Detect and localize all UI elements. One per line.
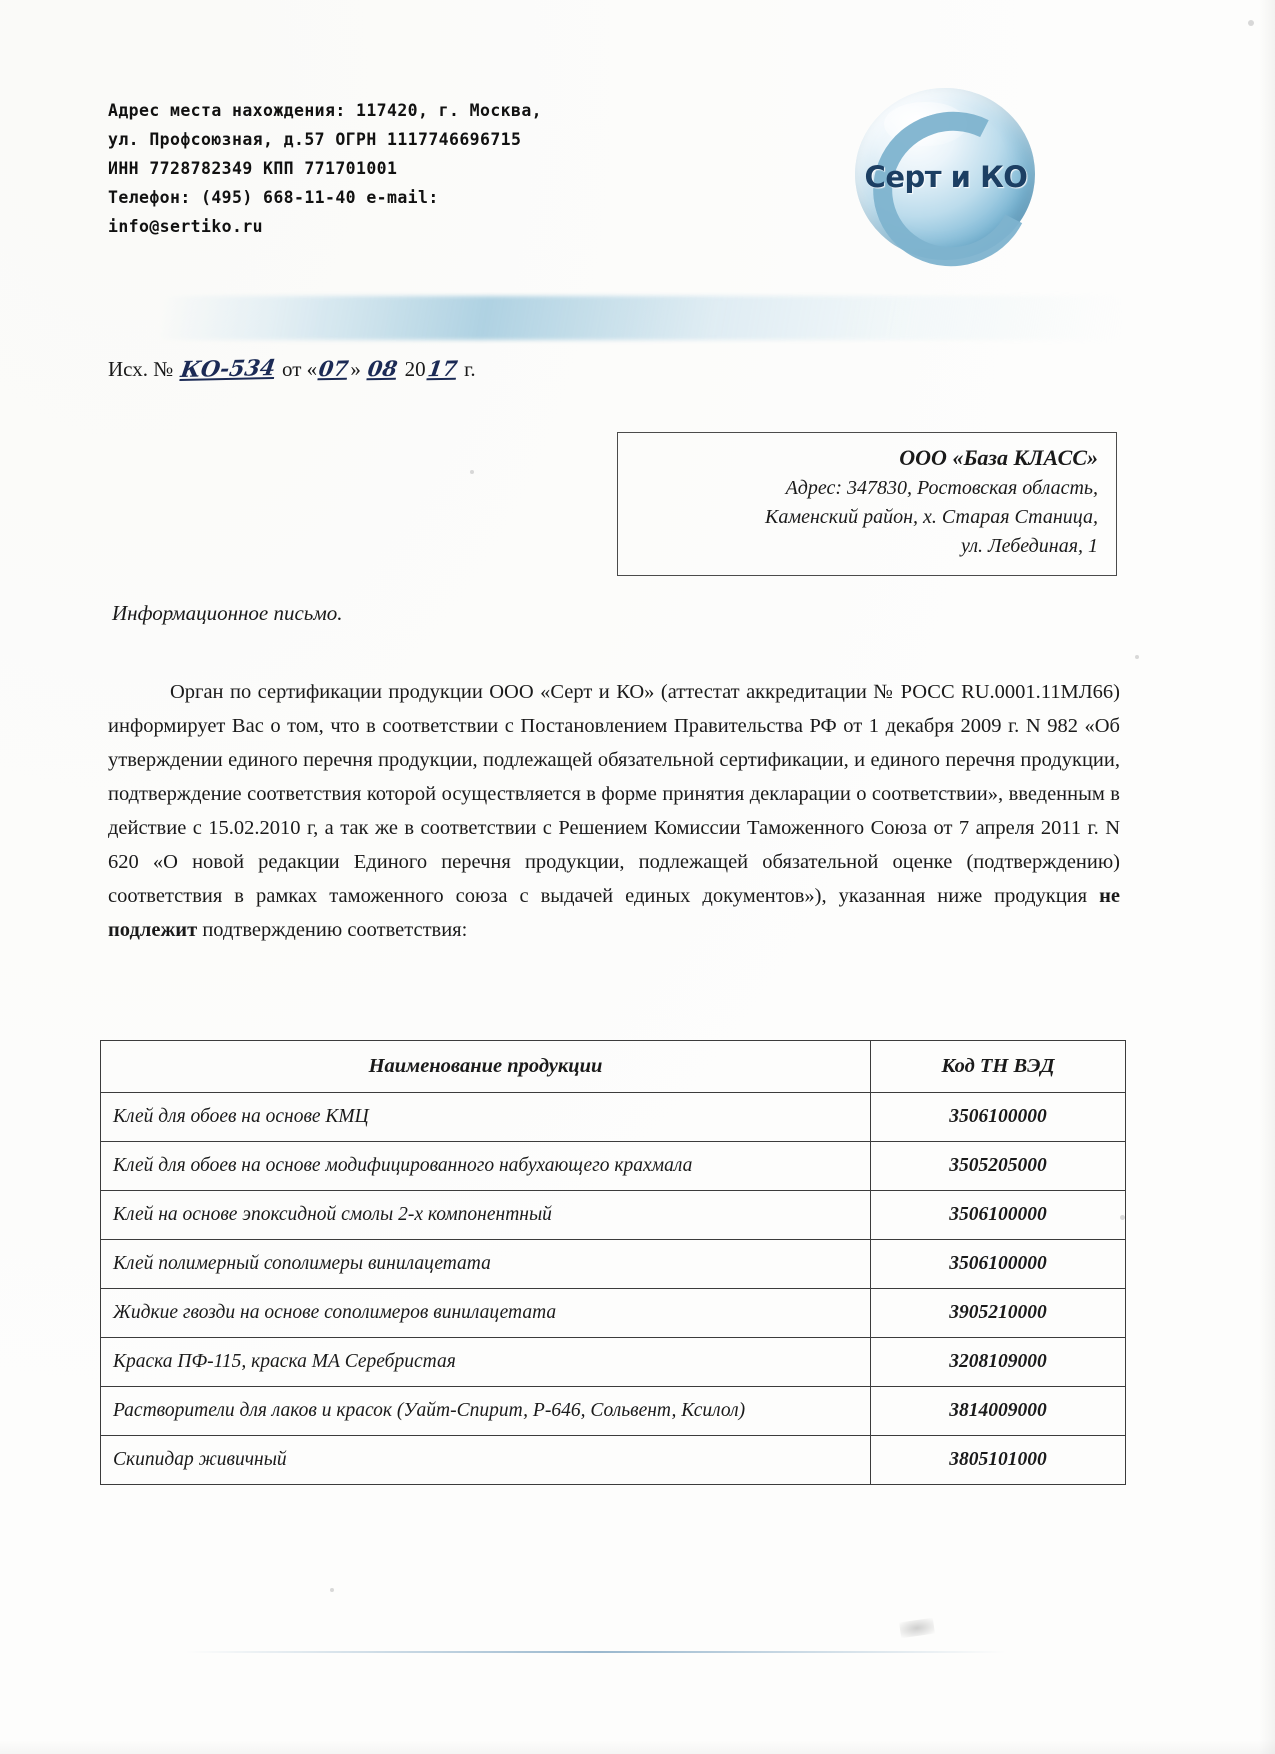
addressee-organization: ООО «База КЛАСС» xyxy=(899,445,1098,470)
outgoing-number-line xyxy=(108,356,476,382)
letterhead-line: Телефон: (495) 668-11-40 e-mail: xyxy=(108,188,439,207)
quote-close: » xyxy=(350,357,361,381)
letterhead-line: ул. Профсоюзная, д.57 ОГРН 1117746696715 xyxy=(108,130,522,149)
outgoing-number-label: Исх. № xyxy=(108,357,174,381)
outgoing-date-label: от « xyxy=(281,357,318,381)
cell-tnved-code: 3814009000 xyxy=(871,1387,1126,1436)
letterhead-line: info@sertiko.ru xyxy=(108,217,264,236)
cell-product-name: Клей полимерный сополимеры винилацетата xyxy=(101,1240,871,1289)
body-text-main: Орган по сертификации продукции ООО «Серт и КО» (аттестат аккредитации № РОСС RU.0001.11МЛ66) информирует Вас о том, что в соответствии с Постановлением Правительства РФ от 1 декабря 2009 г. N 982 «Об утверждении единого перечня продукции, подлежащей обязательной сертификации, и единого перечня продукции, подтверждение соответствия которой осуществляется в форме принятия декларации о соответствии», введенным в действие с 15.02.2010 г, а так же в соответствии с Решением Комиссии Таможенного Союза от 7 апреля 2011 г. N 620 «О новой редакции Единого перечня продукции, подлежащей обязательной оценке (подтверждению) соответствия в рамках таможенного союза с выдачей единых документов»), указанная ниже продукция xyxy=(108,681,1120,907)
letterhead-address-block xyxy=(108,96,748,241)
cell-product-name: Жидкие гвозди на основе сополимеров винилацетата xyxy=(101,1289,871,1338)
logo-wordmark: Серт и КО xyxy=(864,160,1028,194)
cell-product-name: Краска ПФ-115, краска МА Серебристая xyxy=(101,1338,871,1387)
cell-tnved-code: 3505205000 xyxy=(871,1142,1126,1191)
cell-product-name: Растворители для лаков и красок (Уайт-Спирит, Р-646, Сольвент, Ксилол) xyxy=(101,1387,871,1436)
cell-tnved-code: 3905210000 xyxy=(871,1289,1126,1338)
cell-product-name: Клей для обоев на основе модифицированного набухающего крахмала xyxy=(101,1142,871,1191)
outgoing-year-suffix: г. xyxy=(464,357,476,381)
outgoing-year-hand: 17 xyxy=(425,355,459,382)
scan-speck xyxy=(1248,20,1254,26)
scan-speck xyxy=(470,470,474,474)
addressee-address-line: Адрес: 347830, Ростовская область, xyxy=(785,477,1098,499)
body-text-bold: не подлежит xyxy=(108,885,1120,941)
outgoing-year-prefix: 20 xyxy=(404,357,426,381)
scan-edge-shadow-right xyxy=(1259,0,1275,1754)
table-row xyxy=(101,1289,1126,1338)
table-row xyxy=(101,1191,1126,1240)
scan-edge-shadow-bottom xyxy=(0,1740,1275,1754)
addressee-box xyxy=(617,432,1117,576)
scan-speck xyxy=(1135,655,1139,659)
outgoing-date-month: 08 xyxy=(366,355,400,382)
outgoing-number-value: КО-534 xyxy=(178,355,277,383)
table-header-row xyxy=(101,1041,1126,1093)
table-row xyxy=(101,1142,1126,1191)
table-row xyxy=(101,1093,1126,1142)
letterhead-line: ИНН 7728782349 КПП 771701001 xyxy=(108,159,398,178)
cell-product-name: Клей для обоев на основе КМЦ xyxy=(101,1093,871,1142)
table-row xyxy=(101,1387,1126,1436)
cell-tnved-code: 3805101000 xyxy=(871,1436,1126,1485)
decorative-divider-band xyxy=(160,296,1120,340)
addressee-address-line: ул. Лебединая, 1 xyxy=(961,535,1098,557)
cell-product-name: Клей на основе эпоксидной смолы 2-х компонентный xyxy=(101,1191,871,1240)
cell-tnved-code: 3208109000 xyxy=(871,1338,1126,1387)
table-row xyxy=(101,1436,1126,1485)
scan-speck xyxy=(330,1588,334,1592)
body-text-end: подтверждению соответствия: xyxy=(197,919,468,941)
table-row xyxy=(101,1338,1126,1387)
column-header-tnved-code: Код ТН ВЭД xyxy=(871,1041,1126,1093)
cell-tnved-code: 3506100000 xyxy=(871,1093,1126,1142)
cell-tnved-code: 3506100000 xyxy=(871,1240,1126,1289)
outgoing-date-day: 07 xyxy=(317,355,351,382)
letterhead-line: Адрес места нахождения: 117420, г. Москва, xyxy=(108,101,543,120)
body-paragraph xyxy=(108,675,1120,947)
addressee-address-line: Каменский район, х. Старая Станица, xyxy=(765,506,1098,528)
table-row xyxy=(101,1240,1126,1289)
column-header-product-name: Наименование продукции xyxy=(101,1041,871,1093)
products-table xyxy=(100,1040,1126,1485)
document-subject: Информационное письмо. xyxy=(112,601,343,625)
cell-tnved-code: 3506100000 xyxy=(871,1191,1126,1240)
company-logo xyxy=(845,82,1045,267)
footer-rule xyxy=(186,1651,1006,1653)
cell-product-name: Скипидар живичный xyxy=(101,1436,871,1485)
